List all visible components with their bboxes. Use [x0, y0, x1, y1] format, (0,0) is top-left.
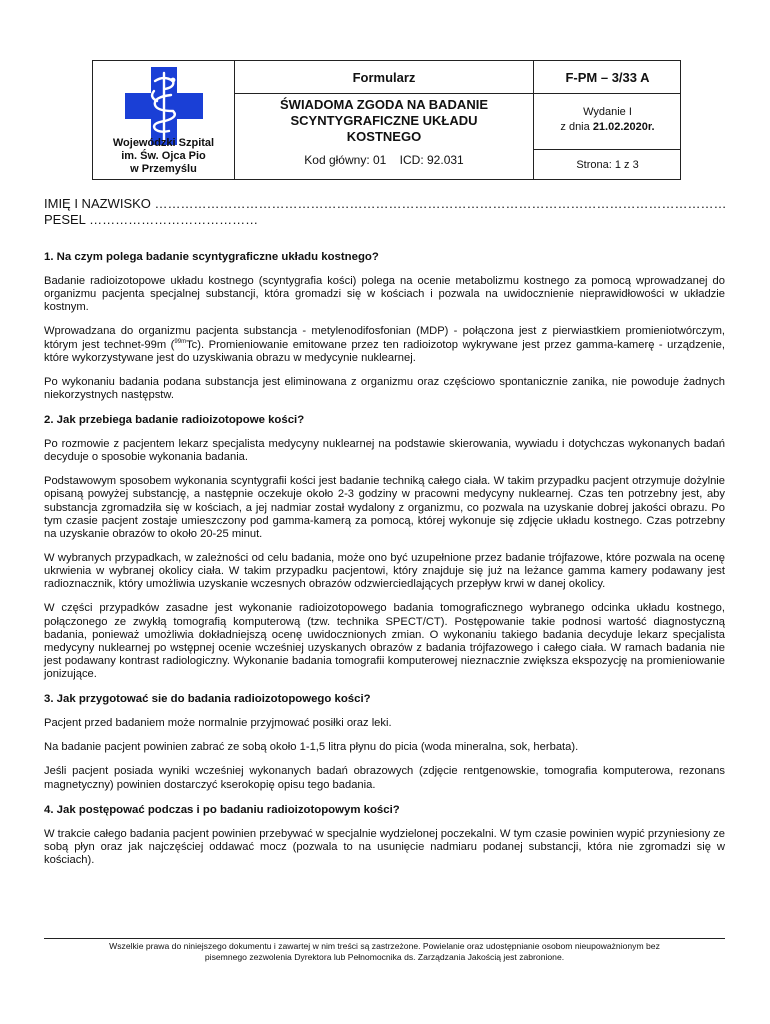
- title-line: SCYNTYGRAFICZNE UKŁADU: [290, 113, 478, 128]
- patient-name-dots: ……………………………………………………………………………………………………………………: [154, 196, 727, 211]
- section-heading: 3. Jak przygotować sie do badania radioizotopowego kości?: [44, 693, 371, 706]
- paragraph: Wprowadzana do organizmu pacjenta substancja - metylenodifosfonian (MDP) - połączona jest z pierwiastkiem promieniotwórczym, którym jest technet-99m ($^{99m}$Tc). Promieniowanie emitowane przez ten radioizotop wykrywane jest przez gamma-kamerę - urządzenie, które wykorzystywane jest do uzyskiwania obrazu w medycynie nuklearnej.: [44, 325, 725, 364]
- section-heading: 2. Jak przebiega badanie radioizotopowe kości?: [44, 414, 305, 427]
- document-code: F-PM – 3/33 A: [565, 69, 650, 85]
- paragraph: W wybranych przypadkach, w zależności od celu badania, może ono być uzupełnione przez badanie trójfazowe, które pozwala na ocenę ukrwienia w wybranej okolicy ciała. W takim przypadku pacjentowi, który znajduje się już na leżance gamma kamery podawany jest radioznacznik, który umożliwia uzyskanie wczesnych obrazów odzwierciedlających przepływ krwi w danej okolicy.: [44, 552, 725, 591]
- procedure-code: Kod główny: 01 ICD: 92.031: [304, 153, 464, 167]
- hospital-cross-asclepius-icon: [125, 67, 203, 145]
- paragraph: Jeśli pacjent posiada wyniki wcześniej wykonanych badań obrazowych (zdjęcie rentgenowskie, tomografia komputerowa, rezonans magnetyczny) powinien dostarczyć kserokopię opisu tego badania.: [44, 765, 725, 791]
- pesel-dots: …………………………………: [89, 212, 259, 227]
- hospital-name-line: Wojewódzki Szpital: [112, 137, 215, 149]
- form-label: Formularz: [352, 69, 416, 85]
- date-value: 21.02.2020r.: [592, 121, 655, 133]
- footer-line: Wszelkie prawa do niniejszego dokumentu i zawartej w nim treści są zastrzeżone. Powielanie oraz udostępnianie osobom nieupoważnionym bez: [109, 941, 660, 951]
- paragraph: Pacjent przed badaniem może normalnie przyjmować posiłki oraz leki.: [44, 717, 392, 730]
- edition-info: [534, 105, 681, 135]
- paragraph: W części przypadków zasadne jest wykonanie radioizotopowego badania tomograficznego wybranego odcinka układu kostnego, połączonego ze zwykłą tomografią komputerową (tzw. technika SPECT/CT). Postępowanie takie podnosi wartość diagnostyczną badania, ponieważ umożliwia dokładniejszą ocenę uwidocznionych zmian. O wykonaniu takiego badania decyduje lekarz specjalista medycyny nuklearnej po wstępnej ocenie wcześniej uzyskanych obrazów z badania trójfazowego i całego ciała. W ramach badania nie jest podawany kontrast radiologiczny. Wykonanie badania tomografii komputerowej nieznacznie zwiększa ekspozycję na promieniowanie jonizujące.: [44, 602, 725, 681]
- edition-label: Wydanie I: [583, 106, 632, 118]
- hospital-name-line: im. Św. Ojca Pio: [121, 150, 206, 162]
- hospital-name-line: w Przemyślu: [130, 163, 197, 175]
- document-header-table: [92, 60, 681, 180]
- paragraph: Po rozmowie z pacjentem lekarz specjalista medycyny nuklearnej na podstawie skierowania, wywiadu i dotychczas wykonanych badań decyduje o sposobie wykonania badania.: [44, 438, 725, 464]
- edition-date: [534, 120, 681, 135]
- paragraph: Na badanie pacjent powinien zabrać ze sobą około 1-1,5 litra płynu do picia (woda mineralna, sok, herbata).: [44, 741, 579, 754]
- title-line: KOSTNEGO: [346, 129, 422, 144]
- footer-line: pisemnego zezwolenia Dyrektora lub Pełnomocnika ds. Zarządzania Jakością jest zabronione.: [204, 952, 565, 962]
- page-number: Strona: 1 z 3: [576, 159, 639, 171]
- paragraph: W trakcie całego badania pacjent powinien przebywać w specjalnie wydzielonej poczekalni. W tym czasie powinien wypić przyniesiony ze sobą płyn oraz jak najczęściej oddawać mocz (pozwala to na usunięcie nadmiaru podanej substancji, która nie zgromadzi się w kościach).: [44, 827, 725, 867]
- hospital-name: [93, 137, 234, 176]
- title-line: ŚWIADOMA ZGODA NA BADANIE: [280, 97, 488, 112]
- paragraph: Po wykonaniu badania podana substancja jest eliminowana z organizmu oraz częściowo spontanicznie zanika, nie powoduje żadnych niekorzystnych następstw.: [44, 375, 725, 402]
- paragraph: Podstawowym sposobem wykonania scyntygrafii kości jest badanie techniką całego ciała. W takim przypadku pacjent otrzymuje dożylnie opisaną powyżej substancję, a następnie oczekuje około 2-3 godziny w pracowni medycyny nuklearnej. Czas ten potrzebny jest, aby substancja zgromadziła się w kościach, a jej nadmiar został wydalony z organizmu, co pozwala na uzyskanie dobrej jakości obrazu. Po tym czasie pacjent zostaje umieszczony pod gamma-kamerą za pomocą, której wykonuje się zdjęcie układu kostnego. Czas potrzebny na uzyskanie obrazów to około 20-25 minut.: [44, 475, 725, 541]
- pesel-field[interactable]: [44, 212, 258, 227]
- paragraph: Badanie radioizotopowe układu kostnego (scyntygrafia kości) polega na ocenie metabolizmu kostnego za pomocą wprowadzanej do organizmu pacjenta specjalnej substancji, która gromadzi się w kościach i pozwala na uwidocznienie nieprawidłowości w układzie kostnym.: [44, 275, 725, 314]
- patient-name-field[interactable]: [44, 196, 727, 211]
- document-title: [235, 97, 533, 145]
- pesel-label: PESEL: [44, 212, 86, 227]
- section-heading: 4. Jak postępować podczas i po badaniu radioizotopowym kości?: [44, 803, 400, 816]
- date-prefix: z dnia: [560, 121, 590, 133]
- document-body: [44, 250, 725, 878]
- copyright-footer: [44, 938, 725, 963]
- section-heading: 1. Na czym polega badanie scyntygraficzne układu kostnego?: [44, 251, 379, 263]
- patient-name-label: IMIĘ I NAZWISKO: [44, 196, 151, 211]
